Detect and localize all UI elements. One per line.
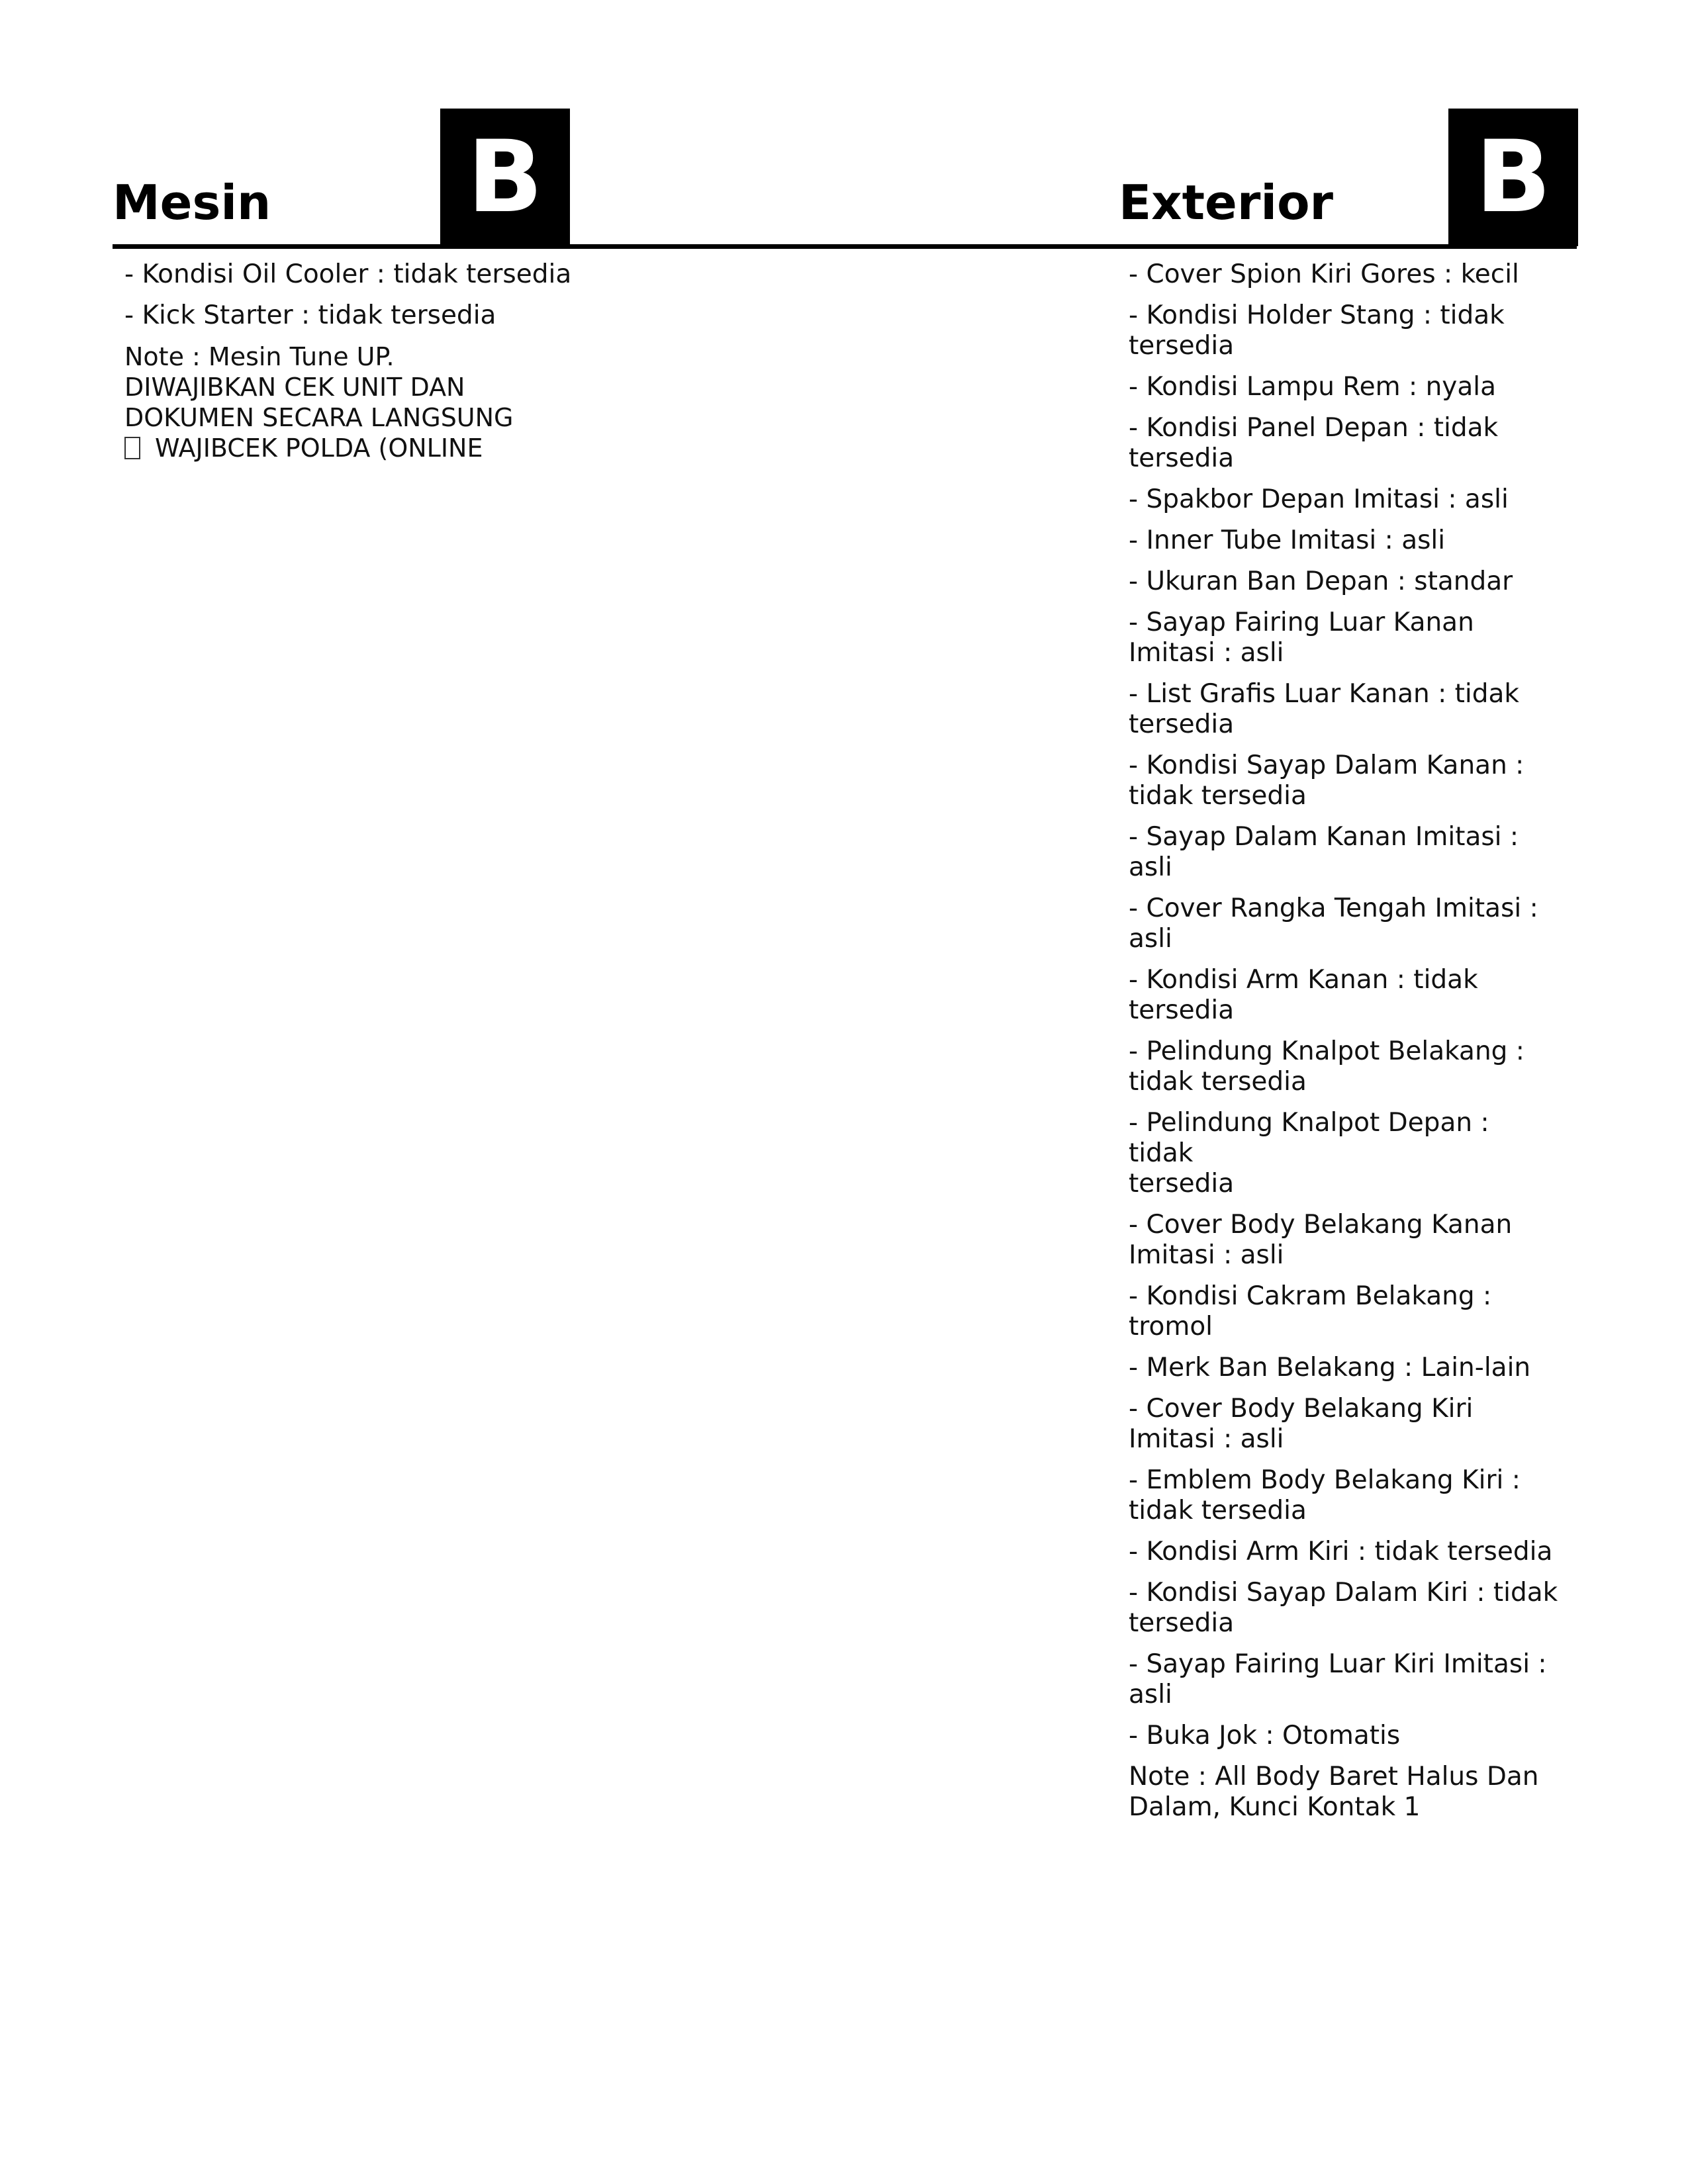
mesin-note-line: Note : Mesin Tune UP. [124, 342, 395, 371]
exterior-item: - Kondisi Lampu Rem : nyala [1129, 372, 1497, 402]
mesin-note-line-with-glyph [124, 433, 575, 463]
exterior-item: - Spakbor Depan Imitasi : asli [1129, 484, 1509, 514]
exterior-item: - Kondisi Panel Depan : tidak tersedia [1129, 413, 1499, 473]
exterior-item: - Sayap Fairing Luar Kanan Imitasi : asli [1129, 608, 1474, 668]
exterior-item: - Cover Rangka Tengah Imitasi : asli [1129, 893, 1538, 954]
missing-glyph-icon [124, 437, 140, 459]
exterior-item: - Kondisi Arm Kiri : tidak tersedia [1129, 1537, 1553, 1567]
exterior-grade-badge: B [1448, 109, 1578, 246]
exterior-item: - Kondisi Cakram Belakang : tromol [1129, 1281, 1492, 1342]
exterior-item: - Pelindung Knalpot Depan : tidak tersedia [1129, 1108, 1489, 1199]
header-divider [113, 244, 1577, 249]
exterior-item: - Buka Jok : Otomatis [1129, 1721, 1401, 1751]
mesin-note-line-text: WAJIBCEK POLDA (ONLINE [155, 433, 483, 463]
exterior-item: - Sayap Dalam Kanan Imitasi : asli [1129, 822, 1519, 882]
exterior-note: Note : All Body Baret Halus Dan Dalam, Kunci Kontak 1 [1129, 1762, 1539, 1822]
mesin-item: - Kondisi Oil Cooler : tidak tersedia [124, 259, 572, 289]
exterior-item: - Cover Body Belakang Kiri Imitasi : asli [1129, 1394, 1474, 1454]
mesin-item: - Kick Starter : tidak tersedia [124, 300, 496, 330]
exterior-item: - Merk Ban Belakang : Lain-lain [1129, 1353, 1531, 1383]
mesin-grade-badge: B [440, 109, 570, 246]
exterior-item: - Inner Tube Imitasi : asli [1129, 525, 1446, 555]
mesin-section-title: Mesin [113, 175, 271, 230]
exterior-item: - Kondisi Sayap Dalam Kiri : tidak tersedia [1129, 1578, 1558, 1638]
exterior-items-list [1129, 259, 1559, 1833]
mesin-note [124, 341, 575, 463]
exterior-item: - Kondisi Holder Stang : tidak tersedia [1129, 300, 1505, 361]
exterior-item: - Emblem Body Belakang Kiri : tidak tersedia [1129, 1465, 1521, 1525]
exterior-item: - Cover Spion Kiri Gores : kecil [1129, 259, 1519, 289]
exterior-item: - List Grafis Luar Kanan : tidak tersedia [1129, 679, 1519, 739]
exterior-item: - Sayap Fairing Luar Kiri Imitasi : asli [1129, 1649, 1547, 1709]
exterior-item: - Cover Body Belakang Kanan Imitasi : asli [1129, 1210, 1513, 1270]
mesin-note-line: DOKUMEN SECARA LANGSUNG [124, 403, 514, 432]
exterior-item: - Kondisi Arm Kanan : tidak tersedia [1129, 965, 1478, 1025]
mesin-items-list [124, 259, 575, 463]
exterior-item: - Ukuran Ban Depan : standar [1129, 567, 1513, 596]
exterior-item: - Kondisi Sayap Dalam Kanan : tidak tersedia [1129, 751, 1524, 811]
exterior-section-title: Exterior [1119, 175, 1334, 230]
mesin-note-line: DIWAJIBKAN CEK UNIT DAN [124, 373, 465, 402]
exterior-item: - Pelindung Knalpot Belakang : tidak tersedia [1129, 1036, 1524, 1097]
